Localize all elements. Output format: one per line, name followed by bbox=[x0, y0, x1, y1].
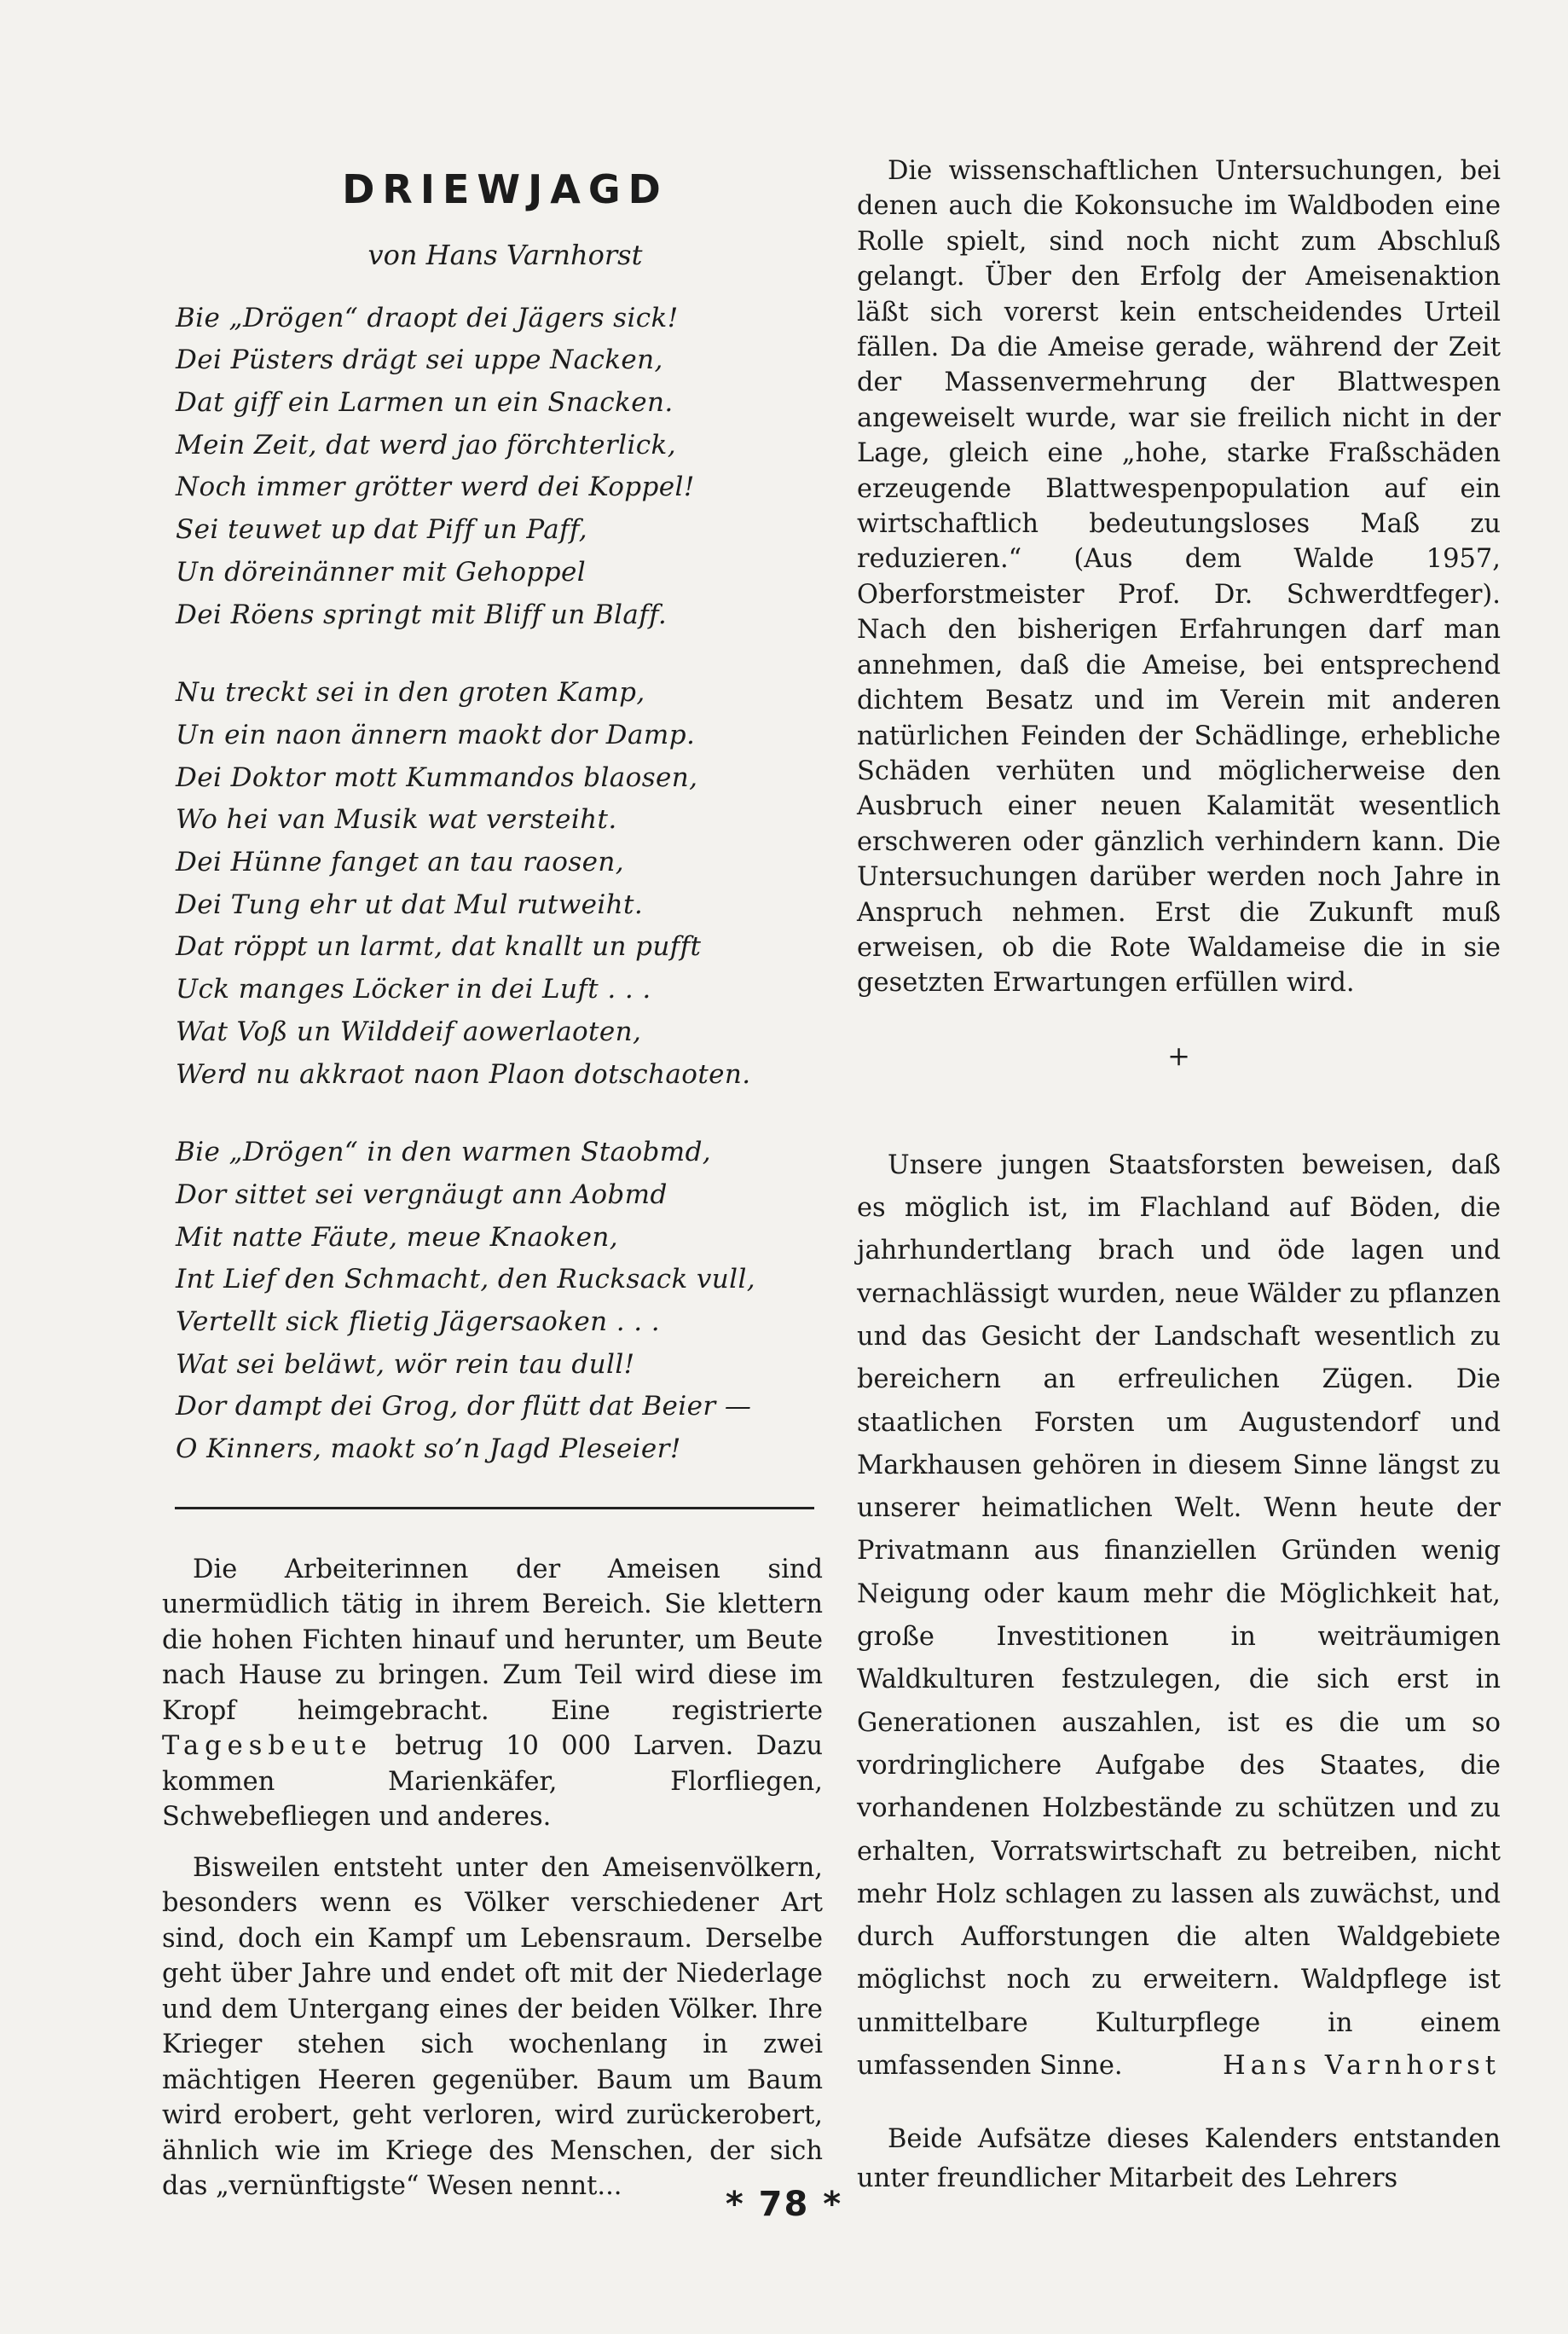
poem-line: Un döreinänner mit Gehoppel bbox=[176, 556, 587, 588]
poem-line: Vertellt sick flietig Jägersaoken . . . bbox=[176, 1306, 660, 1338]
poem-line: Uck manges Löcker in dei Luft . . . bbox=[176, 974, 651, 1005]
page-number: * 78 * bbox=[725, 2185, 843, 2224]
poem-line: Bie „Drögen“ draopt dei Jägers sick! bbox=[176, 302, 679, 333]
section-separator: + bbox=[1167, 1039, 1190, 1072]
paragraph-text: Die Arbeiterinnen der Ameisen sind unermüdlich tätig in ihrem Bereich. Sie klettern die hohen Fichten hinauf und herunter, um Beute nach Hause zu bringen. Zum Teil wird diese im Kropf heimgebracht. Eine registrierte bbox=[162, 1554, 823, 1726]
poem-line: Dei Doktor mott Kummandos blaosen, bbox=[176, 762, 698, 793]
poem-line: Dor dampt dei Grog, dor flütt dat Beier — bbox=[176, 1391, 752, 1422]
poem-line: Werd nu akkraot naon Plaon dotschaoten. bbox=[176, 1058, 751, 1090]
poem-line: Wat sei beläwt, wör rein tau dull! bbox=[176, 1348, 635, 1380]
poem-line: O Kinners, maokt so’n Jagd Pleseier! bbox=[176, 1433, 681, 1465]
poem-byline: von Hans Varnhorst bbox=[367, 239, 643, 272]
ant-workers-paragraph bbox=[162, 1552, 823, 1835]
poem-stanza-1 bbox=[176, 298, 823, 637]
paragraph-text: Unsere jungen Staatsforsten beweisen, daß es möglich ist, im Flachland auf Böden, die jahrhundertlang brach und öde lagen und vernachlässigt wurden, neue Wälder zu pflanzen und das Gesicht der Landschaft wesentlich zu bereichern an erfreulichen Zügen. Die staatlichen Forsten um Augustendorf und Markhausen gehören in diesem Sinne längst zu unserer heimatlichen Welt. Wenn heute der Privatmann aus finanziellen Gründen wenig Neigung oder kaum mehr die Möglichkeit hat, große Investitionen in weiträumigen Waldkulturen festzulegen, die sich erst in Generationen auszahlen, ist es die um so vordringlichere Aufgabe des Staates, die vorhandenen Holzbestände zu schützen und zu erhalten, Vorratswirtschaft zu betreiben, nicht mehr Holz schlagen zu lassen als zuwächst, und durch Aufforstungen die alten Waldgebiete möglichst noch zu erweitern. Waldpflege ist unmittelbare Kulturpflege in einem umfassenden Sinne. bbox=[857, 1150, 1501, 2081]
poem-line: Bie „Drögen“ in den warmen Staobmd, bbox=[176, 1137, 712, 1168]
poem-line: Int Lief den Schmacht, den Rucksack vull, bbox=[176, 1264, 756, 1295]
poem-line: Dei Röens springt mit Bliff un Blaff. bbox=[176, 599, 668, 630]
right-column bbox=[857, 153, 1501, 2198]
spaced-emphasis: Tagesbeute bbox=[162, 1731, 373, 1762]
poem-line: Sei teuwet up dat Piff un Paff, bbox=[176, 514, 588, 546]
author-signature: Hans Varnhorst bbox=[1223, 2050, 1501, 2081]
state-forests-paragraph bbox=[857, 1144, 1501, 2088]
poem-line: Wo hei van Musik wat versteiht. bbox=[176, 804, 617, 836]
poem-line: Dor sittet sei vergnäugt ann Aobmd bbox=[176, 1179, 668, 1210]
poem-stanza-3 bbox=[176, 1132, 823, 1471]
poem-line: Dei Püsters drägt sei uppe Nacken, bbox=[176, 345, 663, 376]
research-paragraph: Die wissenschaftlichen Untersuchungen, bei denen auch die Kokonsuche im Waldboden eine Rolle spielt, sind noch nicht zum Abschluß gelangt. Über den Erfolg der Ameisenaktion läßt sich vorerst kein entscheidendes Urteil fällen. Da die Ameise gerade, während der Zeit der Massenvermehrung der Blattwespen angeweiselt wurde, war sie freilich nicht in der Lage, gleich eine „hohe, starke Fraßschäden erzeugende Blattwespenpopulation auf ein wirtschaftlich bedeutungsloses Maß zu reduzieren.“ (Aus dem Walde 1957, Oberforstmeister Prof. Dr. Schwerdtfeger). Nach den bisherigen Erfahrungen darf man annehmen, daß die Ameise, bei entsprechend dichtem Besatz und im Verein mit anderen natürlichen Feinden der Schädlinge, erhebliche Schäden verhüten und möglicherweise den Ausbruch einer neuen Kalamität wesentlich erschweren oder gänzlich verhindern kann. Die Untersuchungen darüber werden noch Jahre in Anspruch nehmen. Erst die Zukunft muß erweisen, ob die Rote Waldameise die in sie gesetzten Erwartungen erfüllen wird. bbox=[857, 156, 1501, 999]
paragraph-text: betrug 10 000 Larven. Dazu kommen Marienkäfer, Florfliegen, Schwebefliegen und anderes. bbox=[162, 1731, 823, 1833]
poem-line: Mein Zeit, dat werd jao förchterlick, bbox=[176, 429, 676, 460]
section-divider bbox=[175, 1507, 814, 1509]
poem-line: Dei Tung ehr ut dat Mul rutweiht. bbox=[176, 889, 644, 920]
poem-line: Noch immer grötter werd dei Koppel! bbox=[176, 472, 695, 503]
poem-line: Mit natte Fäute, meue Knaoken, bbox=[176, 1221, 619, 1253]
poem-stanza-2 bbox=[176, 672, 823, 1096]
ant-war-paragraph: Bisweilen entsteht unter den Ameisenvölkern, besonders wenn es Völker verschiedener Art sind, doch ein Kampf um Lebensraum. Derselbe geht über Jahre und endet oft mit der Niederlage und dem Untergang eines der beiden Völker. Ihre Krieger stehen sich wochenlang in zwei mächtigen Heeren gegenüber. Baum um Baum wird erobert, geht verloren, wird zurückerobert, ähnlich wie im Kriege des Menschen, der sich das „vernünftigste“ Wesen nennt... bbox=[162, 1852, 823, 2202]
poem-line: Nu treckt sei in den groten Kamp, bbox=[176, 677, 645, 709]
poem-line: Dat röppt un larmt, dat knallt un pufft bbox=[176, 931, 702, 963]
poem-line: Un ein naon ännern maokt dor Damp. bbox=[176, 719, 696, 750]
poem-line: Dei Hünne fanget an tau raosen, bbox=[176, 847, 625, 878]
acknowledgement-paragraph: Beide Aufsätze dieses Kalenders entstanden unter freundlicher Mitarbeit des Lehrers bbox=[857, 2124, 1501, 2194]
poem-title: DRIEWJAGD bbox=[342, 166, 668, 212]
poem-line: Wat Voß un Wilddeif aowerlaoten, bbox=[176, 1016, 642, 1047]
poem-line: Dat giff ein Larmen un ein Snacken. bbox=[176, 386, 674, 418]
left-column bbox=[162, 153, 823, 2204]
